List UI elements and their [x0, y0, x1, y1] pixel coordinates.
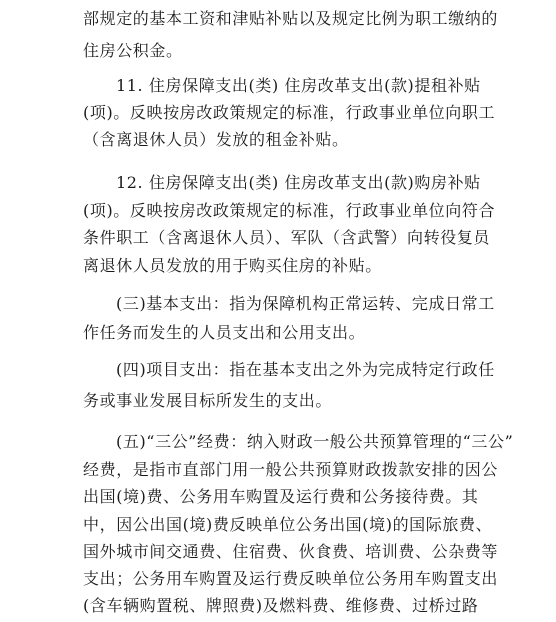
text-line: 作任务而发生的人员支出和公用支出。	[83, 323, 366, 342]
text-line: 离退休人员发放的用于购买住房的补贴。	[83, 256, 382, 275]
text-line: 11. 住房保障支出(类) 住房改革支出(款)提租补贴	[116, 76, 481, 95]
text-line: 务或事业发展目标所发生的支出。	[83, 391, 333, 410]
text-line: 经费，是指市直部门用一般公共预算财政拨款安排的因公	[83, 460, 499, 479]
text-line: 住房公积金。	[83, 41, 183, 60]
text-line: (项)。反映按房改政策规定的标准，行政事业单位向符合	[83, 201, 496, 220]
text-line: (四)项目支出：指在基本支出之外为完成特定行政任	[116, 360, 495, 379]
text-line: (五)“三公”经费：纳入财政一般公共预算管理的“三公”	[116, 432, 514, 451]
text-line: （含离退休人员）发放的租金补贴。	[83, 130, 349, 149]
text-line: 12. 住房保障支出(类) 住房改革支出(款)购房补贴	[116, 173, 481, 192]
text-line: (三)基本支出：指为保障机构正常运转、完成日常工	[116, 294, 495, 313]
text-line: 中，因公出国(境)费反映单位公务出国(境)的国际旅费、	[83, 515, 493, 534]
text-line: 出国(境)费、公务用车购置及运行费和公务接待费。其	[83, 487, 479, 506]
text-line: 国外城市间交通费、住宿费、伙食费、培训费、公杂费等	[83, 542, 499, 561]
text-line: (项)。反映按房改政策规定的标准，行政事业单位向职工	[83, 103, 496, 122]
text-line: 部规定的基本工资和津贴补贴以及规定比例为职工缴纳的	[83, 9, 499, 28]
text-line: 支出；公务用车购置及运行费反映单位公务用车购置支出	[83, 569, 499, 588]
text-line: 条件职工（含离退休人员）、军队（含武警）向转役复员	[83, 228, 491, 247]
text-line: (含车辆购置税、牌照费)及燃料费、维修费、过桥过路	[83, 596, 479, 615]
